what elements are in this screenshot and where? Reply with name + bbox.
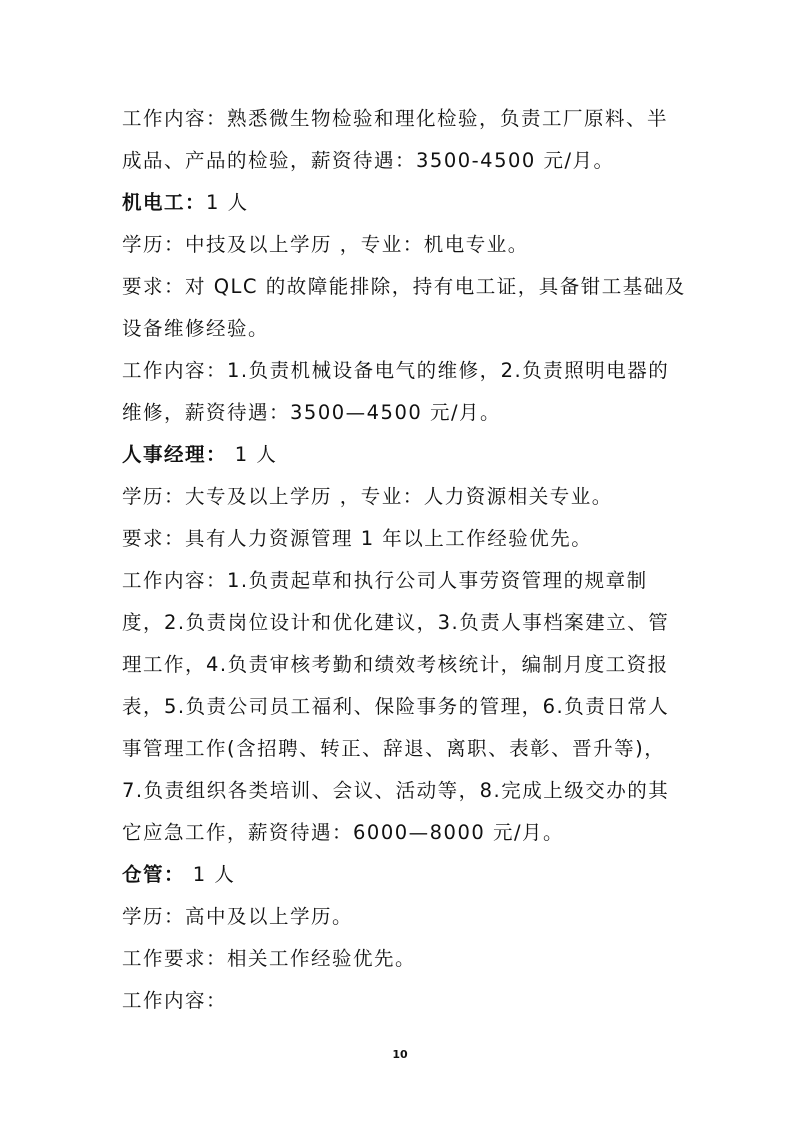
hr-duties-line-4: 表，5.负责公司员工福利、保险事务的管理，6.负责日常人 (122, 695, 670, 718)
mech-requirements-line-1: 要求：对 QLC 的故障能排除，持有电工证，具备钳工基础及 (122, 275, 686, 298)
hr-duties-line-1: 工作内容：1.负责起草和执行公司人事劳资管理的规章制 (122, 569, 648, 592)
section-heading-warehouse-keeper (122, 854, 682, 896)
section-heading-label: 人事经理： (122, 443, 228, 466)
hr-requirements-line: 要求：具有人力资源管理 1 年以上工作经验优先。 (122, 527, 593, 550)
section-heading-label: 仓管： (122, 863, 186, 886)
wh-requirements-line: 工作要求：相关工作经验优先。 (122, 947, 417, 970)
hr-education-line: 学历：大专及以上学历 ，专业：人力资源相关专业。 (122, 485, 613, 508)
hr-duties-line-6: 7.负责组织各类培训、会议、活动等，8.完成上级交办的其 (122, 779, 670, 802)
page-number: 10 (392, 1048, 408, 1061)
wh-duties-line: 工作内容： (122, 989, 228, 1012)
hr-duties-line-7: 它应急工作，薪资待遇：6000—8000 元/月。 (122, 821, 565, 844)
qc-duties-line-1: 工作内容：熟悉微生物检验和理化检验，负责工厂原料、半 (122, 107, 669, 130)
hr-duties-line-5: 事管理工作(含招聘、转正、辞退、离职、表彰、晋升等)， (122, 737, 666, 760)
section-heading-label: 机电工： (122, 191, 207, 214)
headcount: 1 人 (185, 863, 236, 886)
mech-requirements-line-2: 设备维修经验。 (122, 317, 270, 340)
document-body (122, 98, 686, 1022)
headcount: 1 人 (206, 191, 249, 214)
mech-duties-line-2: 维修，薪资待遇：3500—4500 元/月。 (122, 401, 502, 424)
mech-education-line: 学历：中技及以上学历 ，专业：机电专业。 (122, 233, 529, 256)
wh-education-line: 学历：高中及以上学历。 (122, 905, 354, 928)
qc-duties-line-2: 成品、产品的检验，薪资待遇：3500-4500 元/月。 (122, 149, 615, 172)
hr-duties-line-2: 度，2.负责岗位设计和优化建议，3.负责人事档案建立、管 (122, 611, 670, 634)
section-heading-hr-manager (122, 434, 682, 476)
headcount: 1 人 (227, 443, 278, 466)
section-heading-electromechanic (122, 182, 682, 224)
hr-duties-line-3: 理工作，4.负责审核考勤和绩效考核统计，编制月度工资报 (122, 653, 669, 676)
mech-duties-line-1: 工作内容：1.负责机械设备电气的维修，2.负责照明电器的 (122, 359, 670, 382)
